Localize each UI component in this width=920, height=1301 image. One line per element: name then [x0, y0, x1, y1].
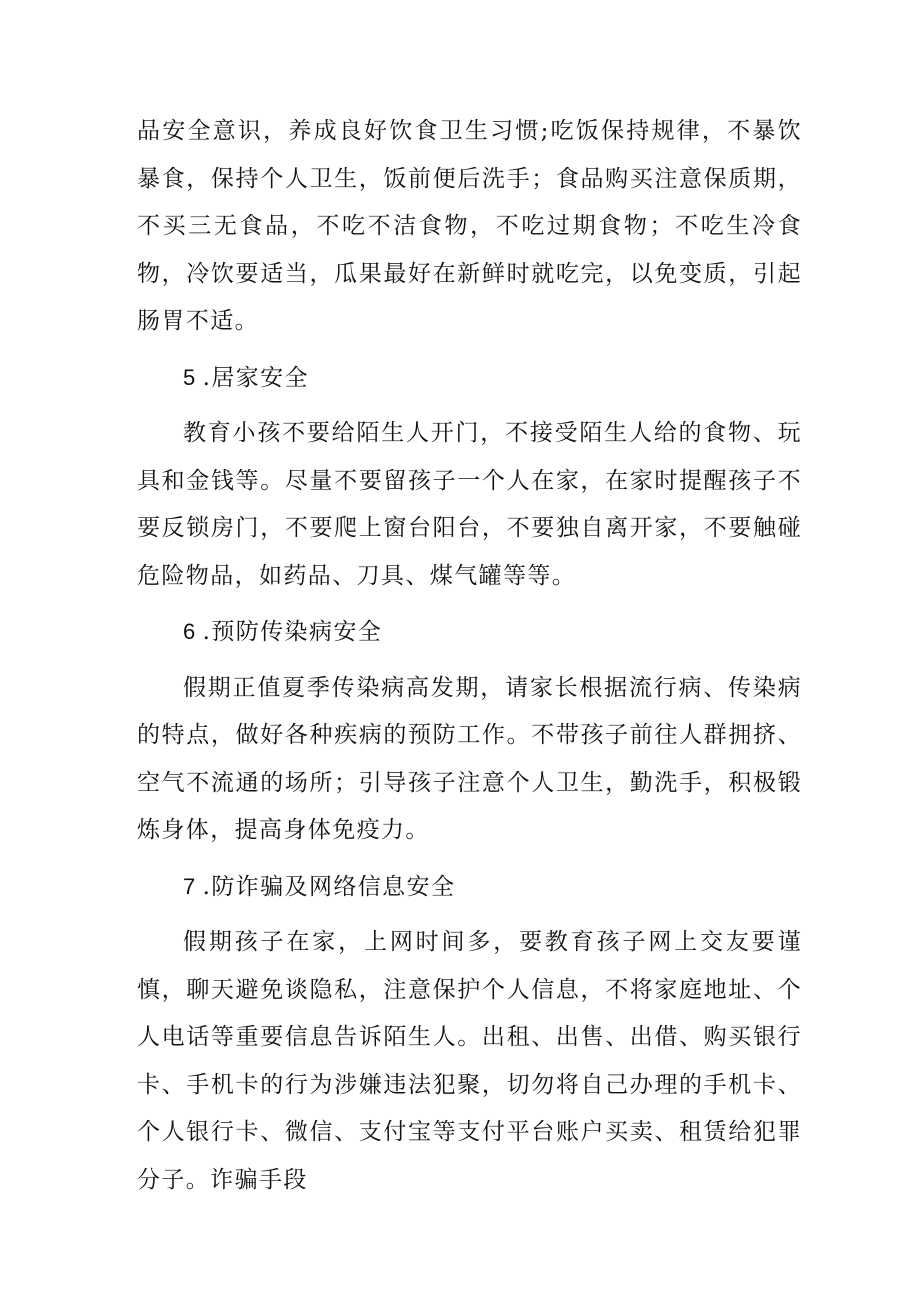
section-number: 5 [183, 364, 197, 390]
section-heading-fraud-prevention [137, 863, 802, 912]
section-title: .预防传染病安全 [202, 619, 383, 645]
paragraph-home-safety: 教育小孩不要给陌生人开门，不接受陌生人给的食物、玩具和金钱等。尽量不要留孩子一个人在家，在家时提醒孩子不要反锁房门，不要爬上窗台阳台，不要独自离开家，不要触碰危险物品，如药品、刀具、煤气罐等等。 [137, 420, 802, 589]
section-title: .防诈骗及网络信息安全 [202, 873, 456, 900]
section-heading-disease-prevention [137, 608, 802, 657]
paragraph-fraud-prevention: 假期孩子在家，上网时间多，要教育孩子网上交友要谨慎，聊天避免谈隐私，注意保护个人信息，不将家庭地址、个人电话等重要信息告诉陌生人。出租、出售、出借、购买银行卡、手机卡的行为涉嫌违法犯聚，切勿将自己办理的手机卡、个人银行卡、微信、支付宝等支付平台账户买卖、租赁给犯罪分子。诈骗手段 [137, 929, 802, 1193]
paragraph-food-safety: 品安全意识，养成良好饮食卫生习惯;吃饭保持规律，不暴饮暴食，保持个人卫生，饭前便后洗手；食品购买注意保质期，不买三无食品，不吃不洁食物，不吃过期食物；不吃生冷食物，冷饮要适当，瓜果最好在新鲜时就吃完，以免变质，引起肠胃不适。 [137, 118, 802, 334]
section-number: 7 [183, 873, 197, 899]
paragraph-disease-prevention: 假期正值夏季传染病高发期，请家长根据流行病、传染病的特点，做好各种疾病的预防工作。不带孩子前往人群拥挤、空气不流通的场所；引导孩子注意个人卫生，勤洗手，积极锻炼身体，提高身体免疫力。 [137, 674, 802, 843]
document-body [137, 108, 802, 1204]
section-number: 6 [183, 619, 197, 644]
section-title: .居家安全 [202, 364, 309, 391]
section-heading-home-safety [137, 354, 802, 403]
